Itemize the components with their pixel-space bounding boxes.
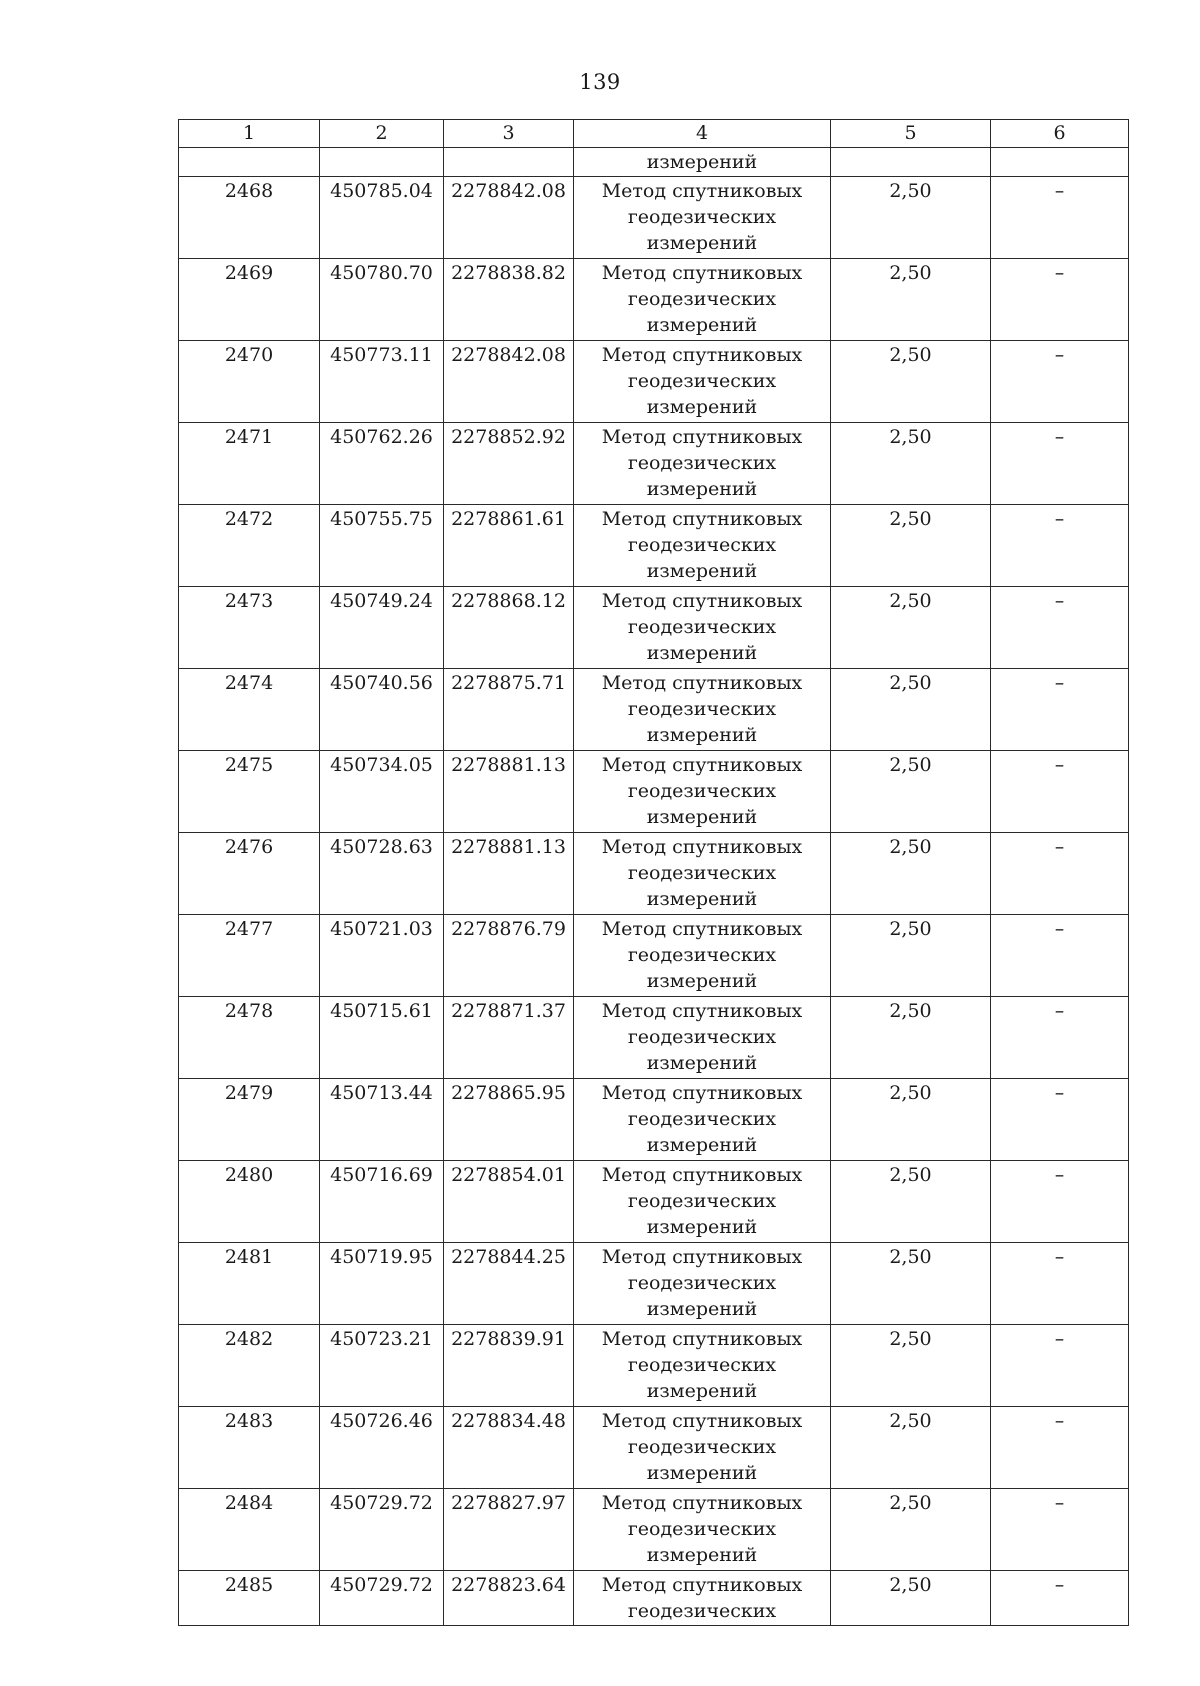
method-line: геодезических — [627, 1272, 777, 1294]
accuracy-cell: 2,50 — [831, 1243, 991, 1325]
x-coordinate-cell: 450749.24 — [320, 587, 444, 669]
method-cell — [574, 1079, 831, 1161]
point-id-cell: 2472 — [179, 505, 320, 587]
method-line: измерений — [646, 396, 758, 418]
method-line: измерений — [646, 970, 758, 992]
header-cell: 6 — [991, 120, 1129, 148]
method-cell: измерений — [574, 148, 831, 177]
table-row — [179, 833, 1129, 915]
method-cell — [574, 341, 831, 423]
accuracy-cell: 2,50 — [831, 423, 991, 505]
y-coordinate-cell: 2278852.92 — [444, 423, 574, 505]
method-cell — [574, 259, 831, 341]
point-id-cell: 2485 — [179, 1571, 320, 1626]
method-line: геодезических — [627, 1026, 777, 1048]
method-line: Метод спутниковых — [601, 836, 803, 858]
table-row — [179, 1161, 1129, 1243]
table-row — [179, 997, 1129, 1079]
method-line: геодезических — [627, 452, 777, 474]
method-line: Метод спутниковых — [601, 262, 803, 284]
x-coordinate-cell: 450715.61 — [320, 997, 444, 1079]
table-row — [179, 341, 1129, 423]
accuracy-cell: 2,50 — [831, 505, 991, 587]
point-id-cell: 2480 — [179, 1161, 320, 1243]
method-line: геодезических — [627, 862, 777, 884]
table-row — [179, 1243, 1129, 1325]
method-line: геодезических — [627, 780, 777, 802]
method-line: Метод спутниковых — [601, 344, 803, 366]
y-coordinate-cell: 2278865.95 — [444, 1079, 574, 1161]
point-id-cell: 2482 — [179, 1325, 320, 1407]
method-line: Метод спутниковых — [601, 754, 803, 776]
method-cell — [574, 997, 831, 1079]
note-cell: – — [991, 423, 1129, 505]
method-line: Метод спутниковых — [601, 1000, 803, 1022]
header-cell: 1 — [179, 120, 320, 148]
table-row — [179, 505, 1129, 587]
method-line: измерений — [646, 1298, 758, 1320]
y-coordinate-cell: 2278881.13 — [444, 751, 574, 833]
accuracy-cell: 2,50 — [831, 1571, 991, 1626]
method-line: геодезических — [627, 1354, 777, 1376]
point-id-cell: 2477 — [179, 915, 320, 997]
method-line: геодезических — [627, 534, 777, 556]
point-id-cell: 2476 — [179, 833, 320, 915]
table-row — [179, 915, 1129, 997]
method-line: геодезических — [627, 1518, 777, 1540]
note-cell: – — [991, 1161, 1129, 1243]
method-cell — [574, 915, 831, 997]
method-cell — [574, 751, 831, 833]
note-cell: – — [991, 1079, 1129, 1161]
method-cell — [574, 587, 831, 669]
y-coordinate-cell: 2278839.91 — [444, 1325, 574, 1407]
x-coordinate-cell: 450726.46 — [320, 1407, 444, 1489]
point-id-cell: 2468 — [179, 177, 320, 259]
method-line: Метод спутниковых — [601, 1164, 803, 1186]
method-line: измерений — [646, 478, 758, 500]
method-line: Метод спутниковых — [601, 1082, 803, 1104]
method-line: измерений — [646, 1462, 758, 1484]
note-cell: – — [991, 751, 1129, 833]
y-coordinate-cell: 2278827.97 — [444, 1489, 574, 1571]
accuracy-cell: 2,50 — [831, 669, 991, 751]
method-line: геодезических — [627, 944, 777, 966]
accuracy-cell: 2,50 — [831, 341, 991, 423]
point-id-cell: 2474 — [179, 669, 320, 751]
accuracy-cell: 2,50 — [831, 259, 991, 341]
x-coordinate-cell: 450740.56 — [320, 669, 444, 751]
table-cell — [831, 148, 991, 177]
method-line: Метод спутниковых — [601, 508, 803, 530]
point-id-cell: 2478 — [179, 997, 320, 1079]
table-row — [179, 1325, 1129, 1407]
method-line: Метод спутниковых — [601, 1574, 803, 1596]
accuracy-cell: 2,50 — [831, 751, 991, 833]
method-line: геодезических — [627, 1600, 777, 1622]
y-coordinate-cell: 2278823.64 — [444, 1571, 574, 1626]
accuracy-cell: 2,50 — [831, 997, 991, 1079]
point-id-cell: 2471 — [179, 423, 320, 505]
point-id-cell: 2469 — [179, 259, 320, 341]
x-coordinate-cell: 450716.69 — [320, 1161, 444, 1243]
method-line: измерений — [646, 560, 758, 582]
accuracy-cell: 2,50 — [831, 1161, 991, 1243]
y-coordinate-cell: 2278876.79 — [444, 915, 574, 997]
method-cell — [574, 1325, 831, 1407]
method-line: Метод спутниковых — [601, 426, 803, 448]
method-line: измерений — [646, 1052, 758, 1074]
note-cell: – — [991, 1407, 1129, 1489]
table-cell — [991, 148, 1129, 177]
header-cell: 3 — [444, 120, 574, 148]
method-line: геодезических — [627, 206, 777, 228]
method-cell — [574, 177, 831, 259]
y-coordinate-cell: 2278844.25 — [444, 1243, 574, 1325]
note-cell: – — [991, 1571, 1129, 1626]
y-coordinate-cell: 2278842.08 — [444, 341, 574, 423]
method-line: измерений — [646, 888, 758, 910]
x-coordinate-cell: 450780.70 — [320, 259, 444, 341]
x-coordinate-cell: 450773.11 — [320, 341, 444, 423]
method-line: Метод спутниковых — [601, 180, 803, 202]
method-cell — [574, 1489, 831, 1571]
method-line: Метод спутниковых — [601, 1492, 803, 1514]
x-coordinate-cell: 450721.03 — [320, 915, 444, 997]
x-coordinate-cell: 450719.95 — [320, 1243, 444, 1325]
point-id-cell: 2484 — [179, 1489, 320, 1571]
note-cell: – — [991, 177, 1129, 259]
point-id-cell: 2475 — [179, 751, 320, 833]
method-cell — [574, 833, 831, 915]
table-row — [179, 751, 1129, 833]
method-line: измерений — [646, 1216, 758, 1238]
method-line: измерений — [646, 1544, 758, 1566]
note-cell: – — [991, 587, 1129, 669]
header-cell: 2 — [320, 120, 444, 148]
point-id-cell: 2479 — [179, 1079, 320, 1161]
point-id-cell: 2483 — [179, 1407, 320, 1489]
note-cell: – — [991, 1489, 1129, 1571]
method-line: Метод спутниковых — [601, 590, 803, 612]
table-row — [179, 1407, 1129, 1489]
method-line: измерений — [646, 806, 758, 828]
x-coordinate-cell: 450785.04 — [320, 177, 444, 259]
accuracy-cell: 2,50 — [831, 1407, 991, 1489]
note-cell: – — [991, 915, 1129, 997]
method-line: Метод спутниковых — [601, 672, 803, 694]
x-coordinate-cell: 450713.44 — [320, 1079, 444, 1161]
header-cell: 4 — [574, 120, 831, 148]
accuracy-cell: 2,50 — [831, 915, 991, 997]
y-coordinate-cell: 2278838.82 — [444, 259, 574, 341]
note-cell: – — [991, 669, 1129, 751]
table-row — [179, 177, 1129, 259]
method-cell — [574, 1571, 831, 1626]
method-line: Метод спутниковых — [601, 1328, 803, 1350]
x-coordinate-cell: 450723.21 — [320, 1325, 444, 1407]
table-cell — [320, 148, 444, 177]
y-coordinate-cell: 2278842.08 — [444, 177, 574, 259]
note-cell: – — [991, 997, 1129, 1079]
method-line: геодезических — [627, 1190, 777, 1212]
x-coordinate-cell: 450729.72 — [320, 1571, 444, 1626]
point-id-cell: 2470 — [179, 341, 320, 423]
method-line: геодезических — [627, 698, 777, 720]
x-coordinate-cell: 450728.63 — [320, 833, 444, 915]
y-coordinate-cell: 2278834.48 — [444, 1407, 574, 1489]
method-line: геодезических — [627, 370, 777, 392]
x-coordinate-cell: 450734.05 — [320, 751, 444, 833]
table-cell — [444, 148, 574, 177]
method-line: измерений — [646, 314, 758, 336]
accuracy-cell: 2,50 — [831, 177, 991, 259]
accuracy-cell: 2,50 — [831, 1325, 991, 1407]
note-cell: – — [991, 1243, 1129, 1325]
page-number: 139 — [579, 70, 621, 94]
method-line: измерений — [646, 1380, 758, 1402]
method-line: геодезических — [627, 288, 777, 310]
method-line: измерений — [646, 724, 758, 746]
method-line: геодезических — [627, 616, 777, 638]
table-row — [179, 259, 1129, 341]
method-line: Метод спутниковых — [601, 1246, 803, 1268]
y-coordinate-cell: 2278868.12 — [444, 587, 574, 669]
point-id-cell: 2481 — [179, 1243, 320, 1325]
table-row — [179, 587, 1129, 669]
table-header-row — [179, 120, 1129, 148]
method-cell — [574, 423, 831, 505]
table-row — [179, 1571, 1129, 1626]
table-row — [179, 423, 1129, 505]
method-line: измерений — [646, 1134, 758, 1156]
table-row — [179, 1489, 1129, 1571]
method-line: измерений — [646, 642, 758, 664]
continuation-row — [179, 148, 1129, 177]
y-coordinate-cell: 2278854.01 — [444, 1161, 574, 1243]
method-line: геодезических — [627, 1436, 777, 1458]
x-coordinate-cell: 450755.75 — [320, 505, 444, 587]
coordinates-table — [178, 119, 1129, 1626]
table-cell — [179, 148, 320, 177]
note-cell: – — [991, 1325, 1129, 1407]
y-coordinate-cell: 2278875.71 — [444, 669, 574, 751]
note-cell: – — [991, 341, 1129, 423]
y-coordinate-cell: 2278871.37 — [444, 997, 574, 1079]
method-cell — [574, 505, 831, 587]
accuracy-cell: 2,50 — [831, 833, 991, 915]
x-coordinate-cell: 450729.72 — [320, 1489, 444, 1571]
method-cell — [574, 1243, 831, 1325]
method-line: геодезических — [627, 1108, 777, 1130]
table-row — [179, 1079, 1129, 1161]
note-cell: – — [991, 259, 1129, 341]
accuracy-cell: 2,50 — [831, 1079, 991, 1161]
method-cell — [574, 1161, 831, 1243]
y-coordinate-cell: 2278881.13 — [444, 833, 574, 915]
accuracy-cell: 2,50 — [831, 587, 991, 669]
method-cell — [574, 1407, 831, 1489]
note-cell: – — [991, 833, 1129, 915]
method-line: измерений — [646, 232, 758, 254]
x-coordinate-cell: 450762.26 — [320, 423, 444, 505]
method-line: Метод спутниковых — [601, 1410, 803, 1432]
method-cell — [574, 669, 831, 751]
point-id-cell: 2473 — [179, 587, 320, 669]
table-row — [179, 669, 1129, 751]
method-line: Метод спутниковых — [601, 918, 803, 940]
y-coordinate-cell: 2278861.61 — [444, 505, 574, 587]
note-cell: – — [991, 505, 1129, 587]
header-cell: 5 — [831, 120, 991, 148]
accuracy-cell: 2,50 — [831, 1489, 991, 1571]
